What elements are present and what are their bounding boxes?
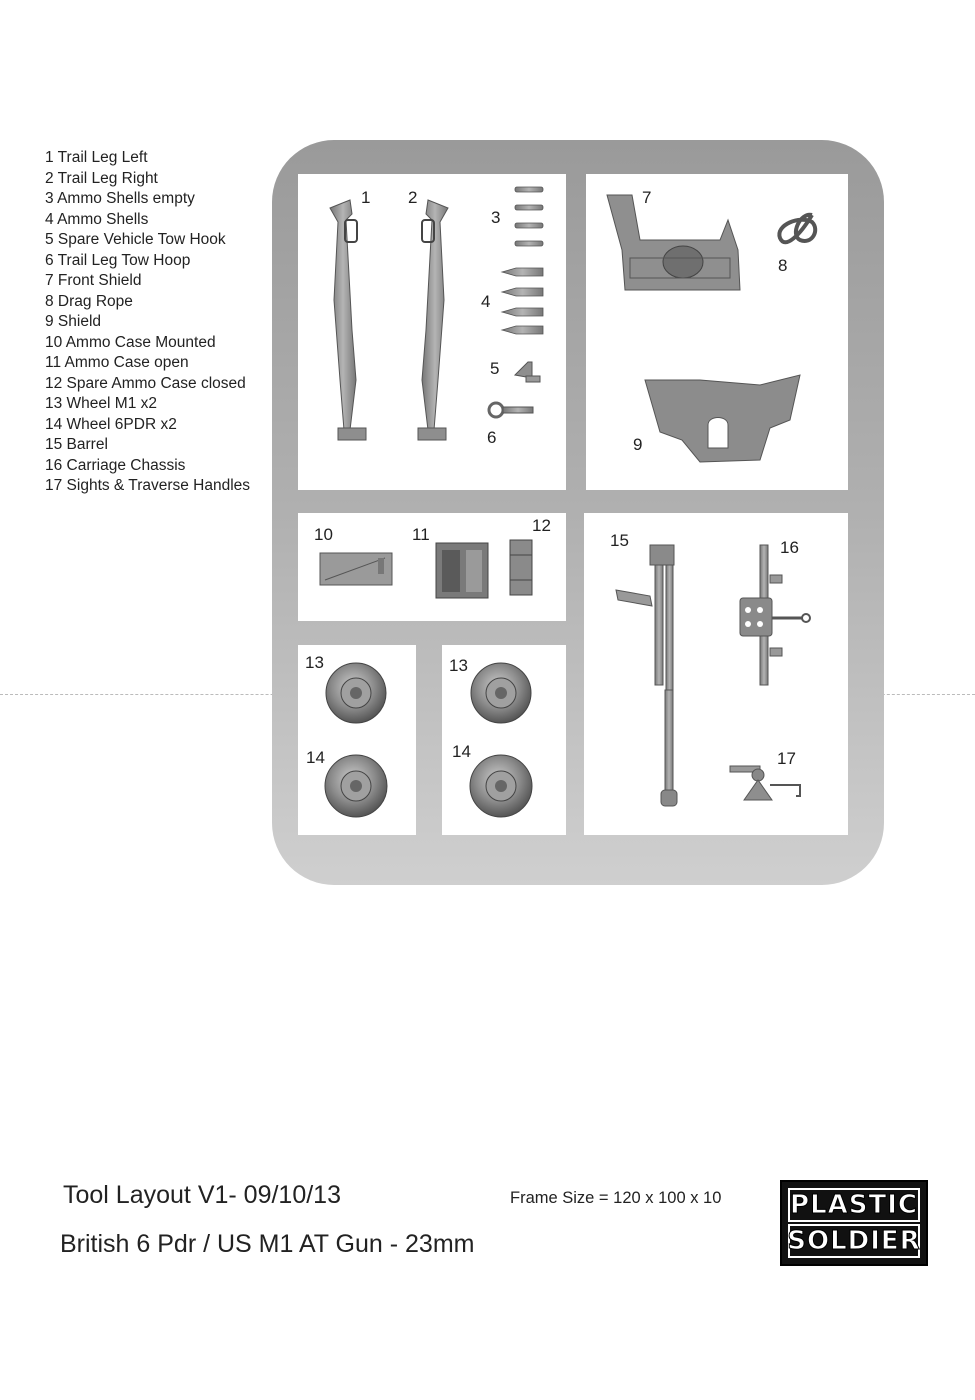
callout-3: 3 — [491, 208, 501, 227]
callout-12: 12 — [532, 516, 551, 535]
callout-7: 7 — [642, 188, 652, 207]
callout-10: 10 — [314, 525, 333, 544]
callout-5: 5 — [490, 359, 500, 378]
callout-1: 1 — [361, 188, 371, 207]
parts-list-item: 6 Trail Leg Tow Hoop — [45, 251, 191, 269]
parts-list-item: 9 Shield — [45, 313, 102, 330]
callout-14-right: 14 — [452, 742, 471, 761]
callout-13-left: 13 — [305, 653, 324, 672]
callout-4: 4 — [481, 292, 491, 311]
callout-15: 15 — [610, 531, 629, 550]
parts-list-item: 2 Trail Leg Right — [45, 169, 158, 187]
parts-list-item: 15 Barrel — [45, 436, 108, 453]
parts-list-item: 8 Drag Rope — [45, 292, 133, 310]
callout-8: 8 — [778, 256, 788, 275]
parts-list-item: 13 Wheel M1 x2 — [45, 395, 157, 412]
parts-list-item: 4 Ammo Shells — [45, 210, 149, 228]
logo-line-1: PLASTIC — [790, 1190, 918, 1220]
parts-list-item: 7 Front Shield — [45, 272, 142, 289]
parts-list-item: 3 Ammo Shells empty — [45, 190, 195, 207]
callout-9: 9 — [633, 435, 643, 454]
parts-list-item: 10 Ammo Case Mounted — [45, 333, 216, 351]
plastic-soldier-logo — [780, 1180, 928, 1266]
part-14-wheel-left — [325, 755, 387, 817]
callout-17: 17 — [777, 749, 796, 768]
part-14-wheel-right — [470, 755, 532, 817]
parts-list-item: 12 Spare Ammo Case closed — [45, 374, 246, 392]
callout-14-left: 14 — [306, 748, 325, 767]
compartment-barrel — [584, 513, 848, 835]
frame-size-label: Frame Size = 120 x 100 x 10 — [510, 1189, 722, 1207]
parts-list-item: 17 Sights & Traverse Handles — [45, 477, 251, 494]
parts-list-item: 1 Trail Leg Left — [45, 149, 148, 166]
callout-13-right: 13 — [449, 656, 468, 675]
parts-list-item: 14 Wheel 6PDR x2 — [45, 415, 177, 433]
product-title: British 6 Pdr / US M1 AT Gun - 23mm — [60, 1230, 475, 1258]
part-12-spare-ammo-case-closed — [510, 540, 532, 595]
callout-6: 6 — [487, 428, 497, 447]
callout-2: 2 — [408, 188, 418, 207]
part-10-ammo-case-mounted — [320, 553, 392, 585]
callout-11: 11 — [412, 525, 430, 544]
callout-16: 16 — [780, 538, 799, 557]
part-11-ammo-case-open — [436, 543, 488, 598]
logo-line-2: SOLDIER — [787, 1226, 921, 1256]
parts-list-item: 11 Ammo Case open — [45, 354, 189, 371]
tool-layout-title: Tool Layout V1- 09/10/13 — [63, 1181, 341, 1209]
part-13-wheel-right — [471, 663, 531, 723]
parts-list-item: 5 Spare Vehicle Tow Hook — [45, 231, 226, 248]
part-13-wheel-left — [326, 663, 386, 723]
parts-list-item: 16 Carriage Chassis — [45, 456, 186, 474]
